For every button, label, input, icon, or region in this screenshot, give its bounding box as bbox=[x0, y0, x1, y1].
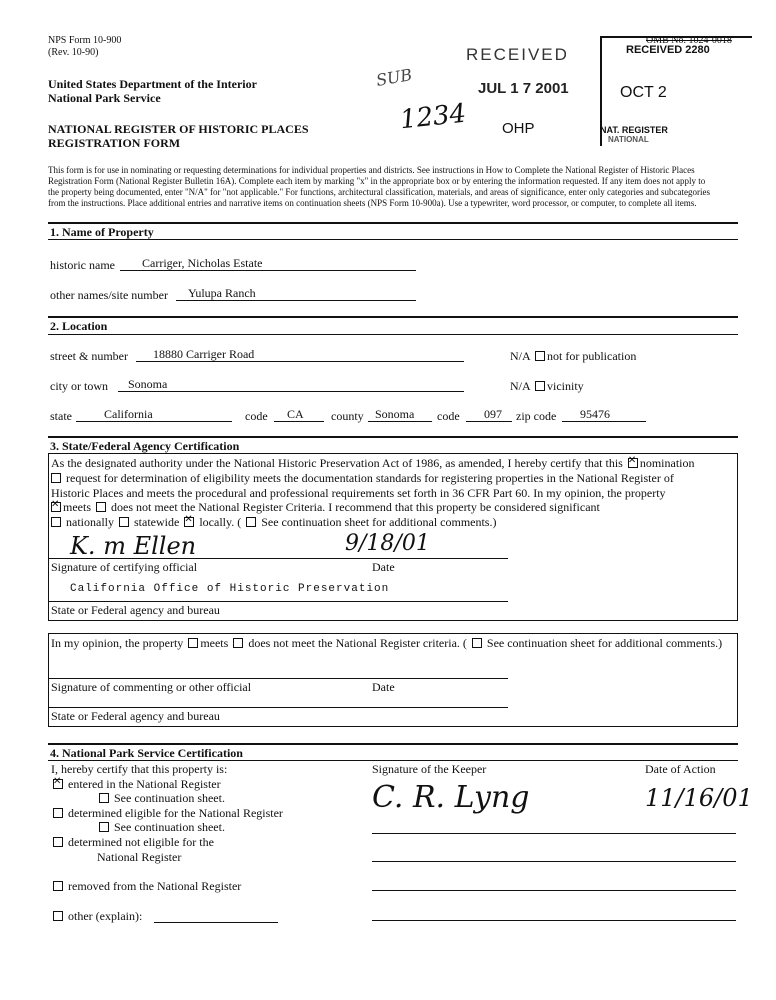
opinion-not-meet-checkbox[interactable] bbox=[233, 638, 243, 648]
county-line bbox=[368, 421, 432, 422]
not-eligible-row bbox=[51, 835, 214, 850]
other-line bbox=[154, 922, 278, 923]
form-revision: (Rev. 10-90) bbox=[48, 47, 99, 58]
see-cont-row-1 bbox=[97, 791, 225, 806]
section4-rule bbox=[48, 760, 738, 761]
keeper-line-3 bbox=[372, 890, 736, 891]
agency-value: California Office of Historic Preservation bbox=[70, 583, 390, 595]
other-names-line bbox=[176, 300, 416, 301]
keeper-line-2 bbox=[372, 861, 736, 862]
zip-label: zip code bbox=[516, 409, 557, 423]
locally-checkbox[interactable] bbox=[184, 517, 194, 527]
opinion-meets-checkbox[interactable] bbox=[188, 638, 198, 648]
removed-row bbox=[51, 879, 241, 894]
agency-label: State or Federal agency and bureau bbox=[51, 603, 220, 617]
nomination-checkbox[interactable] bbox=[628, 458, 638, 468]
instructions-line2: Registration Form (National Register Bulletin 16A). Complete each item by marking "x" in the appropriate box or by entering the information requested. If any item does not apply to bbox=[48, 176, 706, 186]
form-number: NPS Form 10-900 bbox=[48, 35, 122, 46]
s3-line1-text: As the designated authority under the National Historic Preservation Act of 1986, as amended, I hereby certify that this bbox=[51, 456, 623, 470]
instructions-line3: the property being documented, enter "N/A" for "not applicable." For functions, architectural classification, materials, and areas of significance, enter only categories and subcategories bbox=[48, 187, 710, 197]
handwritten-number: 1234 bbox=[398, 98, 468, 136]
vicinity-label: vicinity bbox=[547, 379, 584, 393]
county-code-label: code bbox=[437, 409, 460, 423]
section3-heading: 3. State/Federal Agency Certification bbox=[50, 439, 240, 453]
opinion-date-label: Date bbox=[372, 680, 395, 694]
opinion-agency-label: State or Federal agency and bureau bbox=[51, 709, 220, 723]
opinion-meets-label: meets bbox=[200, 636, 229, 650]
service: National Park Service bbox=[48, 91, 161, 105]
zip-line bbox=[562, 421, 646, 422]
sig-cert-date-label: Date bbox=[372, 560, 395, 574]
box-register-2: NATIONAL bbox=[608, 135, 649, 144]
ohp-stamp: OHP bbox=[502, 120, 535, 137]
not-for-publication-checkbox[interactable] bbox=[535, 351, 545, 361]
eligible-row bbox=[51, 806, 283, 821]
other-row bbox=[51, 909, 142, 924]
s3-line2-text: request for determination of eligibility meets the documentation standards for registering properties in the National Register of bbox=[66, 471, 674, 485]
other-names-label: other names/site number bbox=[50, 288, 168, 302]
agency-line bbox=[48, 601, 508, 602]
s3-line4 bbox=[49, 500, 600, 515]
instructions-line1: This form is for use in nominating or requesting determinations for individual properties and districts. See instructions in How to Complete the National Register of Historic Places bbox=[48, 165, 695, 175]
entered-checkbox[interactable] bbox=[53, 779, 63, 789]
entered-label: entered in the National Register bbox=[68, 777, 221, 791]
signature-line-s3 bbox=[48, 558, 508, 559]
nomination-label: nomination bbox=[639, 456, 695, 470]
keeper-line-1 bbox=[372, 833, 736, 834]
received-stamp: RECEIVED bbox=[466, 45, 569, 64]
opinion-continuation-checkbox[interactable] bbox=[472, 638, 482, 648]
street-label: street & number bbox=[50, 349, 128, 363]
sub-scribble: SUB bbox=[374, 65, 414, 90]
statewide-checkbox[interactable] bbox=[119, 517, 129, 527]
opinion-agency-line bbox=[48, 707, 508, 708]
s3-line1 bbox=[51, 456, 695, 471]
omb-number: OMB No. 1024-0018 bbox=[646, 35, 732, 46]
s3-line2 bbox=[49, 471, 674, 486]
state-code-line bbox=[274, 421, 324, 422]
opinion-not-meet-label: does not meet the National Register criteria. ( bbox=[248, 636, 467, 650]
historic-name-line bbox=[120, 270, 416, 271]
zip-value[interactable]: 95476 bbox=[580, 407, 610, 421]
other-label: other (explain): bbox=[68, 909, 143, 923]
certifying-signature: K. m Ellen bbox=[70, 532, 197, 560]
section1-rule-top bbox=[48, 222, 738, 224]
na-label-1: N/A bbox=[510, 349, 531, 363]
form-title-line1: NATIONAL REGISTER OF HISTORIC PLACES bbox=[48, 122, 309, 136]
state-code-label: code bbox=[245, 409, 268, 423]
meets-label: meets bbox=[63, 500, 91, 514]
nationally-checkbox[interactable] bbox=[51, 517, 61, 527]
not-eligible-label-1: determined not eligible for the bbox=[68, 835, 214, 849]
meets-checkbox[interactable] bbox=[51, 502, 61, 512]
entered-row bbox=[51, 777, 221, 792]
statewide-label: statewide bbox=[134, 515, 180, 529]
not-eligible-checkbox[interactable] bbox=[53, 837, 63, 847]
opinion-signature-line bbox=[48, 678, 508, 679]
state-code-value[interactable]: CA bbox=[287, 407, 304, 421]
removed-label: removed from the National Register bbox=[68, 879, 242, 893]
city-label: city or town bbox=[50, 379, 108, 393]
state-label: state bbox=[50, 409, 72, 423]
street-value[interactable]: 18880 Carriger Road bbox=[153, 347, 255, 361]
eligible-label: determined eligible for the National Register bbox=[68, 806, 283, 820]
box-register: NAT. REGISTER bbox=[600, 125, 668, 135]
s3-line3: Historic Places and meets the procedural and professional requirements set forth in 36 CFR Part 60. In my opinion, the property bbox=[51, 486, 666, 500]
opinion-text: In my opinion, the property bbox=[51, 636, 184, 650]
city-value[interactable]: Sonoma bbox=[128, 377, 168, 391]
city-line bbox=[118, 391, 464, 392]
instructions-line4: from the instructions. Place additional entries and narrative items on continuation sheets (NPS Form 10-900a). Use a typewriter, word processor, or computer, to complete all items. bbox=[48, 198, 697, 208]
request-checkbox[interactable] bbox=[51, 473, 61, 483]
keeper-signature: C. R. Lyng bbox=[372, 780, 530, 815]
department: United States Department of the Interior bbox=[48, 77, 257, 91]
removed-checkbox[interactable] bbox=[53, 881, 63, 891]
see-cont-checkbox-2[interactable] bbox=[99, 822, 109, 832]
vicinity-checkbox[interactable] bbox=[535, 381, 545, 391]
keeper-label: Signature of the Keeper bbox=[372, 762, 487, 776]
see-cont-label-1: See continuation sheet. bbox=[114, 791, 225, 805]
county-label: county bbox=[331, 409, 364, 423]
section2-rule bbox=[48, 334, 738, 335]
action-date: 11/16/01 bbox=[645, 784, 753, 812]
see-cont-checkbox-1[interactable] bbox=[99, 793, 109, 803]
section4-rule-top bbox=[48, 743, 738, 745]
form-title-line2: REGISTRATION FORM bbox=[48, 136, 181, 150]
section1-heading: 1. Name of Property bbox=[50, 225, 154, 239]
opinion-line bbox=[51, 636, 722, 651]
vicinity[interactable] bbox=[510, 379, 584, 394]
na-label-2: N/A bbox=[510, 379, 531, 393]
section2-heading: 2. Location bbox=[50, 319, 108, 333]
date-of-action-label: Date of Action bbox=[645, 762, 716, 776]
section3-rule-top bbox=[48, 436, 738, 438]
box-date: OCT 2 bbox=[620, 84, 667, 101]
not-for-publication-label: not for publication bbox=[547, 349, 637, 363]
see-cont-label-2: See continuation sheet. bbox=[114, 820, 225, 834]
historic-name-label: historic name bbox=[50, 258, 115, 272]
other-names-value[interactable]: Yulupa Ranch bbox=[188, 286, 256, 300]
state-line bbox=[76, 421, 232, 422]
section4-heading: 4. National Park Service Certification bbox=[50, 746, 243, 760]
sig-cert-label: Signature of certifying official bbox=[51, 560, 198, 574]
state-value[interactable]: California bbox=[104, 407, 153, 421]
street-line bbox=[136, 361, 464, 362]
box-received: RECEIVED 2280 bbox=[626, 44, 710, 56]
section2-rule-top bbox=[48, 316, 738, 318]
see-cont-row-2 bbox=[97, 820, 225, 835]
opinion-sig-label: Signature of commenting or other official bbox=[51, 680, 252, 694]
s3-line5: nationally statewide ✕ locally. ( See continuation sheet for additional comments.) bbox=[49, 515, 496, 530]
locally-label: locally. bbox=[199, 515, 235, 529]
county-code-line bbox=[466, 421, 512, 422]
county-value[interactable]: Sonoma bbox=[375, 407, 415, 421]
section1-rule bbox=[48, 239, 738, 240]
certifying-date: 9/18/01 bbox=[345, 531, 430, 556]
other-checkbox[interactable] bbox=[53, 911, 63, 921]
continuation-checkbox-s3[interactable] bbox=[246, 517, 256, 527]
received-stamp-date: JUL 1 7 2001 bbox=[478, 80, 569, 97]
keeper-line-4 bbox=[372, 920, 736, 921]
does-not-meet-checkbox[interactable] bbox=[96, 502, 106, 512]
s3-see-cont: See continuation sheet for additional comments.) bbox=[261, 515, 497, 529]
not-eligible-label-2: National Register bbox=[97, 850, 182, 864]
opinion-see-cont: See continuation sheet for additional comments.) bbox=[486, 636, 723, 650]
s3-line4-text: does not meet the National Register Criteria. I recommend that this property be considered significant bbox=[111, 500, 600, 514]
historic-name-value[interactable]: Carriger, Nicholas Estate bbox=[142, 256, 263, 270]
not-for-publication[interactable] bbox=[510, 349, 636, 364]
county-code-value[interactable]: 097 bbox=[484, 407, 502, 421]
eligible-checkbox[interactable] bbox=[53, 808, 63, 818]
nationally-label: nationally bbox=[66, 515, 114, 529]
certify-line: I, hereby certify that this property is: bbox=[51, 762, 228, 776]
